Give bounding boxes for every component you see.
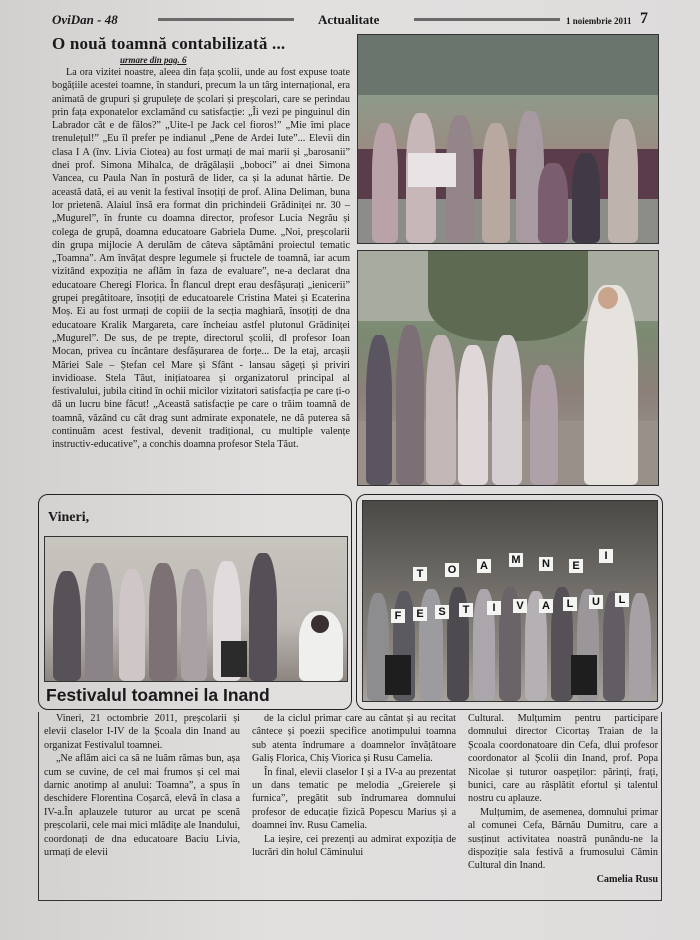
header-section: Actualitate — [318, 12, 380, 27]
article2-col3 — [468, 712, 658, 886]
photo-child — [629, 593, 651, 701]
sign-letter: T — [459, 603, 473, 617]
bottom-border-right — [661, 712, 662, 900]
photo-speaker-right — [571, 655, 597, 695]
article2-title: Festivalul toamnei la Inand — [46, 685, 270, 705]
bottom-border — [38, 900, 662, 901]
photo-stage-children — [44, 536, 348, 682]
continued-from-link[interactable]: urmare din pag. 6 — [120, 55, 187, 65]
sign-letter: A — [539, 599, 553, 613]
photo-teacher-head — [598, 287, 618, 309]
article2-paragraph: În final, elevii claselor I și a IV-a au prezentat un dans tematic pe melodia „Greierele și furnica”, pregătit sub îndrumarea domnului profesor de educație fizică Popescu Marius și a doamnei înv. Rusu Camelia. — [252, 766, 456, 832]
sign-letter: U — [589, 595, 603, 609]
sign-letter: M — [509, 553, 523, 567]
sign-letter: I — [487, 601, 501, 615]
photo-child — [396, 325, 424, 485]
photo-tree — [428, 251, 588, 341]
photo-child — [458, 345, 488, 485]
sign-letter: A — [477, 559, 491, 573]
photo-child — [372, 123, 398, 243]
author-signature: Camelia Rusu — [596, 873, 658, 885]
photo-child — [366, 335, 392, 485]
sign-letter: E — [413, 607, 427, 621]
page-number — [640, 10, 648, 28]
photo-child — [119, 569, 145, 681]
bottom-border-left — [38, 712, 39, 900]
photo-speaker-left — [385, 655, 411, 695]
photo-child — [149, 563, 177, 681]
article2-kicker: Vineri, — [48, 510, 90, 525]
header-date: 1 noiembrie 2011 — [566, 16, 632, 26]
photo-child — [608, 119, 638, 243]
sign-letter: N — [539, 557, 553, 571]
photo-child — [181, 569, 207, 681]
sign-letter: O — [445, 563, 459, 577]
photo-child — [85, 563, 113, 681]
sign-letter: F — [391, 609, 405, 623]
photo-child — [482, 123, 510, 243]
photo-festival-signs — [362, 500, 658, 702]
photo-child — [538, 163, 568, 243]
photo-children-group — [357, 250, 659, 486]
page-number-text: 7 — [640, 10, 648, 27]
article2-paragraph: Mulțumim, de asemenea, domnului primar al comunei Cefa, Bărnău Dumitru, care a susținut activitatea noastră punându-ne la dispoziție sala festivă a frumosului Cămin Cultural din Inand. — [468, 806, 658, 872]
sign-letter: E — [569, 559, 583, 573]
photo-child — [603, 591, 625, 701]
photo-child — [426, 335, 456, 485]
photo-poster — [408, 153, 456, 187]
sign-letter: S — [435, 605, 449, 619]
header-rule-left — [158, 18, 294, 21]
article2-paragraph: Cultural. Mulțumim pentru participare domnului director Cicortaș Traian de la Școala coordonatoare din Cefa, dlui profesor coordonator al Școlii din Inand, prof. Popa Nicolae și tuturor oaspeților: părinți, frați, bunici, care au răsplătit efortul și talentul nostru cu aplauze. — [468, 713, 658, 805]
article2-paragraph: La ieșire, cei prezenți au admirat expoziția de lucrări din holul Căminului — [252, 833, 456, 859]
article2-col1 — [44, 712, 240, 859]
sign-letter: L — [563, 597, 577, 611]
sign-letter: T — [413, 567, 427, 581]
photo-adult-head — [311, 615, 329, 633]
photo-exhibition-stands — [357, 34, 659, 244]
photo-child — [572, 153, 600, 243]
photo-child — [492, 335, 522, 485]
photo-child — [530, 365, 558, 485]
sign-letter: I — [599, 549, 613, 563]
article2-col2 — [252, 712, 456, 859]
header-rule-right — [414, 18, 560, 21]
sign-letter: V — [513, 599, 527, 613]
article2-paragraph: de la ciclul primar care au cântat și au recitat cântece și poezii specifice anotimpului toamna sub atenta îndrumare a doamnelor învățătoare Galiș Florica, Chiș Viorica și Rusu Camelia. — [252, 713, 456, 765]
photo-child — [53, 571, 81, 681]
header-brand: OviDan - 48 — [52, 12, 118, 27]
photo-building-wall — [358, 35, 658, 95]
article2-paragraph: Vineri, 21 octombrie 2011, preșcolarii și elevii claselor I-IV de la Școala din Inand au organizat Festivalul toamnei. — [44, 713, 240, 751]
photo-child — [249, 553, 277, 681]
article-title: O nouă toamnă contabilizată ... — [52, 34, 286, 53]
photo-speaker — [221, 641, 247, 677]
photo-teacher — [584, 285, 638, 485]
article2-paragraph: „Ne aflăm aici ca să ne luăm rămas bun, așa cum se cuvine, de cel mai frumos și cel mai darnic anotimp al anului: Toamna”, a spus în deschidere Florentina Coșarcă, elevă în clasa a IV-a.În aplauzele tuturor au urcat pe scenă preșcolarii, cele mai mici mlădițe ale Inandului, coordonați de dna educatoare Baciu Livia, urmați de elevii — [44, 753, 240, 859]
article-paragraph: La ora vizitei noastre, aleea din fața școlii, unde au fost expuse toate bogățiile acestei toamne, în standuri, precum la un târg internațional, era animată de grupuri și grupulețe de școlari și preșcolari, care se perindau prin fața exponatelor exclamând cu satisfacție: „Îi vezi pe pinguinul din Labrador cât e de fălos?” „Uite-l pe Jack cel fioros!” „Mie îmi place trenulețul!” „Eu îl prefer pe indianul „Pene de Ardei Iute”... Elevii din clasa I A (înv. Livia Ciotea) au fost urmați de mai marii și „barosanii” dnei prof. Simona Mihalca, de drăgălașii „boboci” ai dnei Simona Vancea, cu Paula Nan în postură de lider, ca și la adunat hârtie. De această dată, ei au venit la festival însoțiți de prof. Alina Deliman, buna lor prietenă. Alaiul însă era format din prichindeii Grădiniței nr. 30 – „Mugurel”, în frunte cu doamna director, profesor Lucia Negrău și colega de grupă, doamna educatoare Gabriela Dume. „Noi, preșcolarii din grupa mijlocie A derulăm de câteva săptămâni proiectul tematic „Toamna”. Am învățat despre legumele și fructele de toamnă, iar acum vizitând expoziția ne aflăm în faza de evaluare”, ne-a declarat dna educatoare Cheregi Florica. În flancul drept erau desfășurați „ienicerii” grupei pregătitoare, însoțiți de educatoarele Cristina Matei și Ecaterina Moș. Ei au fost urmați de copiii de la secția maghiară, însoțiți de dna educatoare Kralik Margareta, care încheiau astfel plutonul Grădiniței „Mugurel”. De sus, de pe trepte, directorul școlii, dl profesor Ioan Mocan, privea cu încântare desfășurarea de forțe... De la etaj, arcașii Măriei Sale – Ștefan cel Mare și Sfânt - lansau săgeți și priviri invidioase. Stela Tăut, inițiatoarea și organizatorul principal al festivalului, jubila citind în ochii micilor vizitatori satisfacția pe care ți-o dă un lucru bine făcut! „Această satisfacție pe care o trăim toamnă de toamnă, văzând cu cât drag sunt admirate exponatele, ne dă puterea să continuăm acest festival, devenit tradițional, cu multiple valențe instructiv-educative”, a conchis doamna profesor Stela Tăut. — [52, 67, 350, 451]
sign-letter: L — [615, 593, 629, 607]
article-body — [52, 66, 350, 452]
